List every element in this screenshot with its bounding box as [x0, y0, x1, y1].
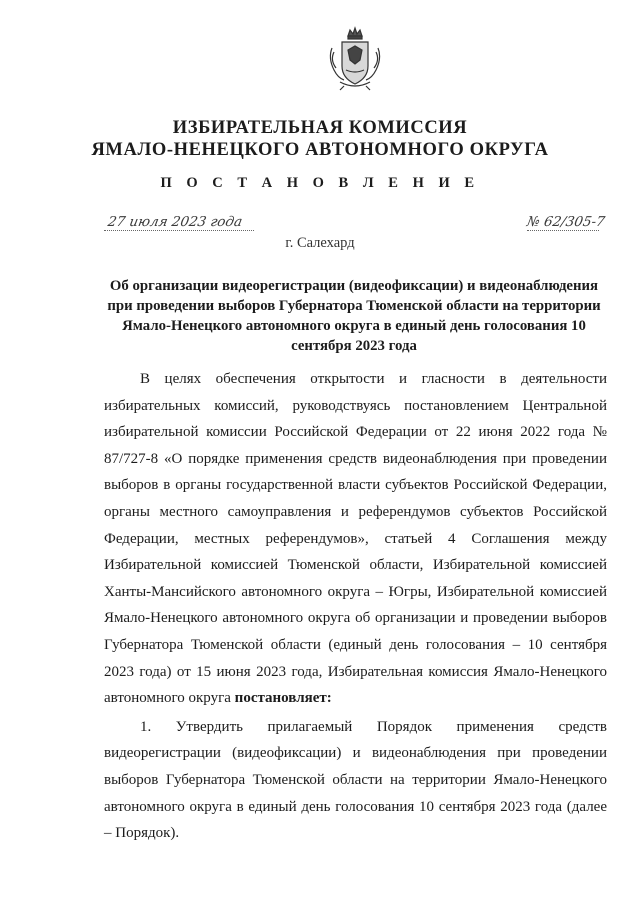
body-paragraph-1 — [104, 366, 607, 712]
document-title: Об организации видеорегистрации (видеофиксации) и видеонаблюдения при проведении выборов Губернатора Тюменской области на территории Ямало-Ненецкого автономного округа в единый день голосования 10 сентября 2023 года — [107, 278, 601, 354]
document-type-heading: П О С Т А Н О В Л Е Н И Е — [160, 175, 480, 191]
commission-name-line2: ЯМАЛО-НЕНЕЦКОГО АВТОНОМНОГО ОКРУГА — [91, 140, 549, 160]
decree-keyword: постановляет: — [234, 690, 332, 707]
body-paragraph-2: 1. Утвердить прилагаемый Порядок применения средств видеорегистрации (видеофиксации) и видеонаблюдения при проведении выборов Губернатора Тюменской области на территории Ямало-Ненецкого автономного округа в единый день голосования 10 сентября 2023 года (далее – Порядок). — [104, 718, 607, 842]
city-name: г. Салехард — [285, 235, 355, 251]
commission-name-line1: ИЗБИРАТЕЛЬНАЯ КОМИССИЯ — [172, 118, 468, 138]
document-date: 27 июля 2023 года — [106, 214, 244, 230]
document-number: № 62/305-7 — [525, 214, 607, 230]
date-underline — [104, 230, 254, 231]
document-body — [104, 366, 607, 847]
paragraph-1-text: В целях обеспечения открытости и гласности в деятельности избирательных комиссий, руководствуясь постановлением Центральной избирательной комиссии Российской Федерации от 22 июня 2022 года № 87/727-8 «О порядке применения средств видеонаблюдения при проведении выборов в органы государственной власти субъектов Российской Федерации, органы местного самоуправления и референдумов субъектов Российской Федерации, местных референдумов», статьей 4 Соглашения между Избирательной комиссией Тюменской области, Избирательной комиссией Ханты-Мансийского автономного округа – Югры, Избирательной комиссией Ямало-Ненецкого автономного округа об организации и проведении выборов Губернатора Тюменской области (единый день голосования – 10 сентября 2023 года) от 15 июня 2023 года, Избирательная комиссия Ямало-Ненецкого автономного округа — [104, 371, 607, 707]
coat-of-arms-emblem-icon — [326, 26, 384, 92]
number-underline — [527, 230, 599, 231]
